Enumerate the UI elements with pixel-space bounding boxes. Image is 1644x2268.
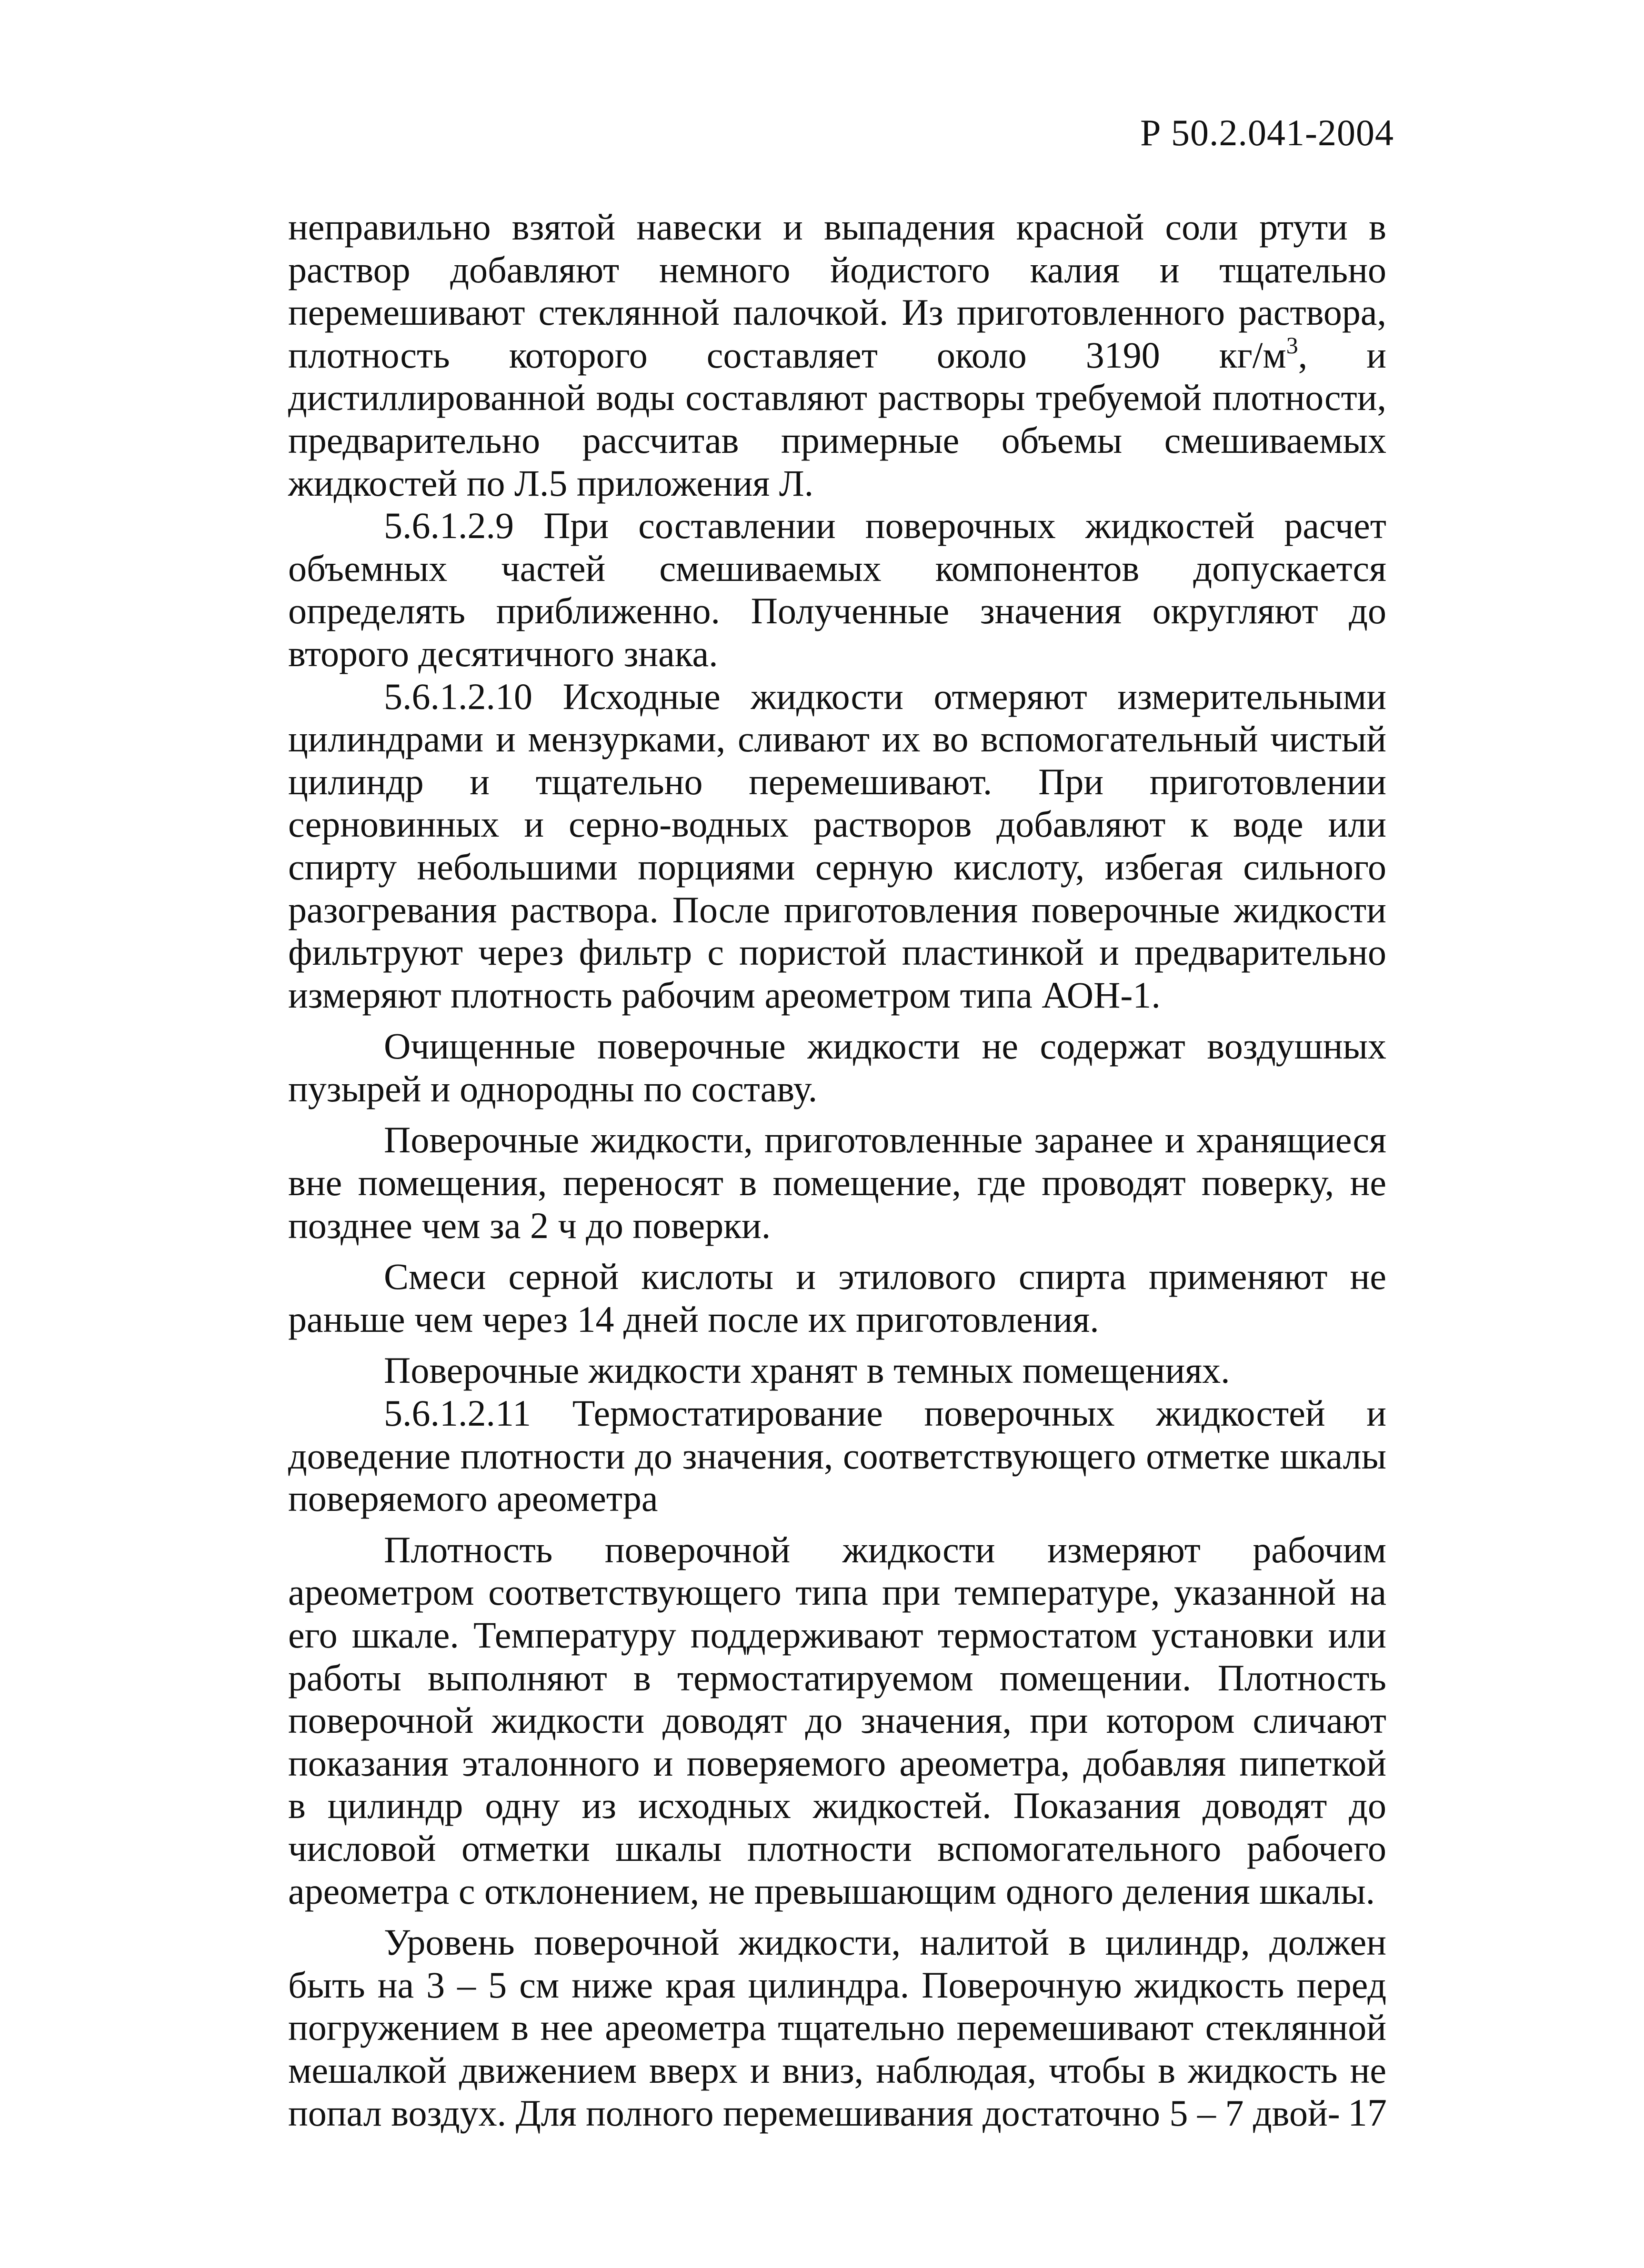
paragraph-text: неправильно взятой навески и выпадения красной соли ртути в раствор добавляют немного йодистого калия и тщательно перемешивают стеклянной палочкой. Из приготовленного раствора, плотность которого составляет около 3190 кг/м	[288, 206, 1386, 376]
paragraph: Плотность поверочной жидкости измеряют рабочим ареометром соответствующего типа при температуре, указанной на его шкале. Температуру поддерживают термостатом установки или работы выполняют в термостатируемом помещении. Плотность поверочной жидкости доводят до значения, при котором сличают показания эталонного и поверяемого ареометра, добавляя пипеткой в цилиндр одну из исходных жидкостей. Показания доводят до числовой отметки шкалы плотности вспомогательного рабочего ареометра с отклонением, не превышающим одного деления шкалы.	[288, 1529, 1386, 1912]
paragraph-5-6-1-2-9: 5.6.1.2.9 При составлении поверочных жидкостей расчет объемных частей смешиваемых компонентов допускается определять приближенно. Полученные значения округляют до второго десятичного знака.	[288, 505, 1386, 674]
document-code: Р 50.2.041-2004	[1140, 112, 1394, 153]
page-number: 17	[1348, 2091, 1387, 2134]
paragraph-continuation	[288, 206, 1386, 504]
paragraph-text: , и дистиллированной воды составляют растворы требуемой плотности, предварительно рассчитав примерные объемы смешиваемых жидкостей по Л.5 приложения Л.	[288, 334, 1386, 504]
paragraph: Поверочные жидкости, приготовленные заранее и хранящиеся вне помещения, переносят в помещение, где проводят поверку, не позднее чем за 2 ч до поверки.	[288, 1119, 1386, 1246]
paragraph-5-6-1-2-10: 5.6.1.2.10 Исходные жидкости отмеряют измерительными цилиндрами и мензурками, сливают их во вспомогательный чистый цилиндр и тщательно перемешивают. При приготовлении серновинных и серно-водных растворов добавляют к воде или спирту небольшими порциями серную кислоту, избегая сильного разогревания раствора. После приготовления поверочные жидкости фильтруют через фильтр с пористой пластинкой и предварительно измеряют плотность рабочим ареометром типа АОН-1.	[288, 675, 1386, 1016]
paragraph: Смеси серной кислоты и этилового спирта применяют не раньше чем через 14 дней после их приготовления.	[288, 1256, 1386, 1340]
paragraph: Поверочные жидкости хранят в темных помещениях.	[384, 1349, 1230, 1391]
paragraph: Уровень поверочной жидкости, налитой в цилиндр, должен быть на 3 – 5 см ниже края цилиндра. Поверочную жидкость перед погружением в нее ареометра тщательно перемешивают стеклянной мешалкой движением вверх и вниз, наблюдая, чтобы в жидкость не попал воздух. Для полного перемешивания достаточно 5 – 7 двой-	[288, 1921, 1386, 2134]
body-text	[288, 206, 1386, 2134]
paragraph-5-6-1-2-11: 5.6.1.2.11 Термостатирование поверочных жидкостей и доведение плотности до значения, соответствующего отметке шкалы поверяемого ареометра	[288, 1392, 1386, 1519]
superscript: 3	[1286, 331, 1298, 359]
paragraph: Очищенные поверочные жидкости не содержат воздушных пузырей и однородны по составу.	[288, 1025, 1386, 1109]
